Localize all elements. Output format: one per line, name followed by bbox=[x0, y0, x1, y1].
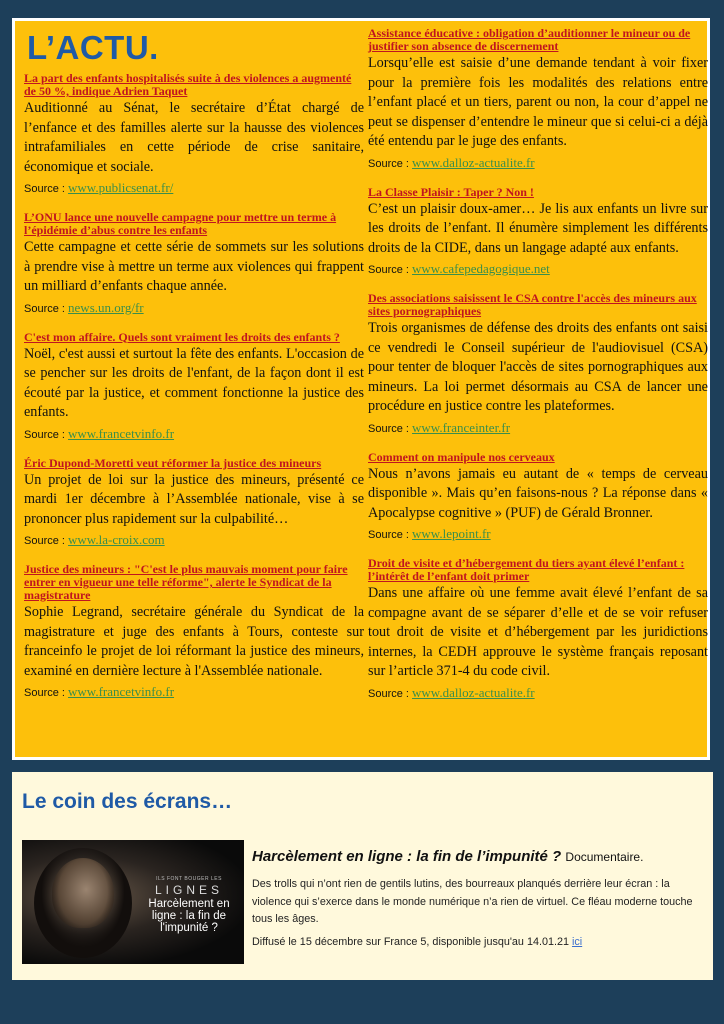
article-source bbox=[368, 420, 708, 437]
source-label: Source : bbox=[368, 687, 409, 700]
actu-panel bbox=[12, 18, 710, 760]
article-headline[interactable]: Des associations saisissent le CSA contre l'accès des mineurs aux sites pornographiques bbox=[368, 291, 697, 318]
actu-content bbox=[15, 21, 707, 757]
article-body: Noël, c'est aussi et surtout la fête des enfants. L'occasion de se pencher sur les droits de l'enfant, de la façon dont il est écouté par la justice, et comment fonctionne la justice des enfants. bbox=[24, 345, 364, 420]
source-label: Source : bbox=[368, 157, 409, 170]
source-link[interactable]: www.cafepedagogique.net bbox=[412, 261, 550, 276]
article-headline[interactable]: Assistance éducative : obligation d’auditionner le mineur ou de justifier son absence de discernement bbox=[368, 26, 691, 53]
source-label: Source : bbox=[24, 535, 65, 547]
source-link[interactable]: www.publicsenat.fr/ bbox=[68, 180, 174, 195]
article-body: Un projet de loi sur la justice des mineurs, présenté ce mardi 1er décembre à l’Assemblée nationale, vise à se prononcer plus rapidement sur la culpabilité… bbox=[24, 471, 364, 527]
actu-title: L’ACTU. bbox=[27, 29, 159, 66]
documentary-description: Des trolls qui n’ont rien de gentils lutins, des bourreaux planqués derrière leur écran : la violence qui s’exerce dans le monde numérique n’a rien de virtuel. Ce fléau moderne touche tous les âges. bbox=[252, 878, 693, 925]
actu-right-column bbox=[368, 27, 708, 716]
article-headline[interactable]: Éric Dupond-Moretti veut réformer la justice des mineurs bbox=[24, 455, 322, 470]
article-source bbox=[368, 685, 708, 702]
broadcast-text: Diffusé le 15 décembre sur France 5, disponible jusqu'au 14.01.21 bbox=[252, 935, 569, 948]
source-link[interactable]: www.francetvinfo.fr bbox=[68, 684, 175, 699]
article-headline[interactable]: C'est mon affaire. Quels sont vraiment les droits des enfants ? bbox=[24, 329, 340, 344]
article bbox=[368, 557, 708, 702]
article-body: Trois organismes de défense des droits des enfants ont saisi ce vendredi le Conseil supérieur de l'audiovisuel (CSA) pour tenter de bloquer l'accès de sites pornographiques aux mineurs. La loi permet désormais au CSA de lancer une procédure en justice contre les plateformes. bbox=[368, 320, 708, 414]
article bbox=[24, 457, 364, 550]
source-link[interactable]: www.la-croix.com bbox=[68, 532, 165, 547]
article bbox=[24, 563, 364, 701]
source-link[interactable]: www.francetvinfo.fr bbox=[68, 425, 175, 441]
article bbox=[368, 451, 708, 544]
article-source bbox=[24, 684, 364, 701]
thumbnail-brand: LIGNES bbox=[154, 883, 223, 897]
actu-left-column bbox=[24, 72, 364, 715]
article-body: Sophie Legrand, secrétaire générale du Syndicat de la magistrature et juge des enfants à Tours, conteste sur franceinfo le projet de loi réformant la justice des mineurs, examiné en dernière lecture à l'Assemblée nationale. bbox=[24, 604, 364, 679]
ecrans-panel bbox=[12, 772, 713, 980]
documentary-broadcast bbox=[252, 936, 697, 948]
article bbox=[368, 186, 708, 279]
article-headline[interactable]: Comment on manipule nos cerveaux bbox=[368, 449, 555, 464]
source-label: Source : bbox=[24, 302, 65, 315]
article-source bbox=[368, 155, 708, 172]
watch-link[interactable]: ici bbox=[571, 935, 583, 948]
source-label: Source : bbox=[24, 428, 65, 441]
article-body: Cette campagne et cette série de sommets sur les solutions à prendre vise à mettre un terme aux violences qui frappent un milliard d’enfants chaque année. bbox=[24, 239, 364, 294]
article-source bbox=[368, 526, 708, 543]
article-headline[interactable]: Droit de visite et d’hébergement du tiers ayant élevé l’enfant : l’intérêt de l’enfant doit primer bbox=[368, 556, 685, 583]
source-link[interactable]: www.franceinter.fr bbox=[412, 419, 511, 435]
source-label: Source : bbox=[368, 264, 409, 276]
source-label: Source : bbox=[24, 687, 65, 699]
article bbox=[24, 72, 364, 197]
article-headline[interactable]: Justice des mineurs : "C'est le plus mauvais moment pour faire entrer en vigueur une telle réforme", alerte le Syndicat de la magistrature bbox=[24, 562, 348, 602]
source-label: Source : bbox=[368, 422, 409, 435]
article-body: Nous n’avons jamais eu autant de « temps de cerveau disponible ». Mais qu’en faisons-nous ? La réponse dans « Apocalypse cognitive » (PUF) de Gérald Bronner. bbox=[368, 465, 708, 521]
article-headline[interactable]: La Classe Plaisir : Taper ? Non ! bbox=[368, 184, 534, 199]
article-source bbox=[368, 261, 708, 278]
article-source bbox=[24, 300, 364, 317]
article-headline[interactable]: La part des enfants hospitalisés suite à des violences a augmenté de 50 %, indique Adrien Taquet bbox=[24, 71, 352, 98]
thumbnail-shadow bbox=[34, 848, 132, 958]
documentary-title: Harcèlement en ligne : la fin de l’impunité ? bbox=[252, 848, 562, 865]
documentary-heading bbox=[252, 848, 697, 865]
ecrans-title: Le coin des écrans… bbox=[22, 790, 233, 813]
article-body: C’est un plaisir doux-amer… Je lis aux enfants un livre sur les droits de l’enfant. Il énumère simplement les différents droits de la CIDE, dans un langage adapté aux enfants. bbox=[368, 200, 708, 256]
article-source bbox=[24, 532, 364, 549]
article-body: Lorsqu’elle est saisie d’une demande tendant à voir fixer pour la première fois les modalités des relations entre l’enfant placé et un tiers, parent ou non, la cour d’appel ne peut se dispenser d’entendre le mineur que si celui-ci a déjà été entendu par le juge des enfants. bbox=[368, 55, 708, 149]
article-source bbox=[24, 180, 364, 197]
source-label: Source : bbox=[24, 183, 65, 195]
source-link[interactable]: www.lepoint.fr bbox=[412, 526, 491, 541]
article-headline[interactable]: L’ONU lance une nouvelle campagne pour mettre un terme à l’épidémie d’abus contre les enfants bbox=[24, 210, 337, 237]
source-link[interactable]: www.dalloz-actualite.fr bbox=[412, 684, 535, 700]
article-body: Dans une affaire où une femme avait élevé l’enfant de sa compagne avant de se séparer d’elle et de se voir refuser tout droit de visite et d’hébergement par les juridictions internes, la CEDH approuve le système français reposant sur l’article 371-4 du code civil. bbox=[368, 585, 708, 679]
documentary-info bbox=[252, 848, 697, 948]
article-body: Auditionné au Sénat, le secrétaire d’État chargé de l’enfance et des familles alerte sur la hausse des violences intrafamiliales en cette période de crise sanitaire, économique et sociale. bbox=[24, 100, 364, 175]
documentary-kind: Documentaire. bbox=[565, 850, 644, 864]
documentary-thumbnail bbox=[22, 840, 244, 964]
source-link[interactable]: www.dalloz-actualite.fr bbox=[412, 154, 535, 170]
thumbnail-title: Harcèlement en ligne : la fin de l'impunité ? bbox=[148, 898, 230, 934]
article bbox=[368, 27, 708, 172]
thumbnail-kicker: ILS FONT BOUGER LES bbox=[156, 876, 222, 882]
article bbox=[24, 211, 364, 317]
source-label: Source : bbox=[368, 529, 409, 541]
article bbox=[24, 331, 364, 443]
article bbox=[368, 292, 708, 437]
source-link[interactable]: news.un.org/fr bbox=[68, 299, 144, 315]
article-source bbox=[24, 426, 364, 443]
